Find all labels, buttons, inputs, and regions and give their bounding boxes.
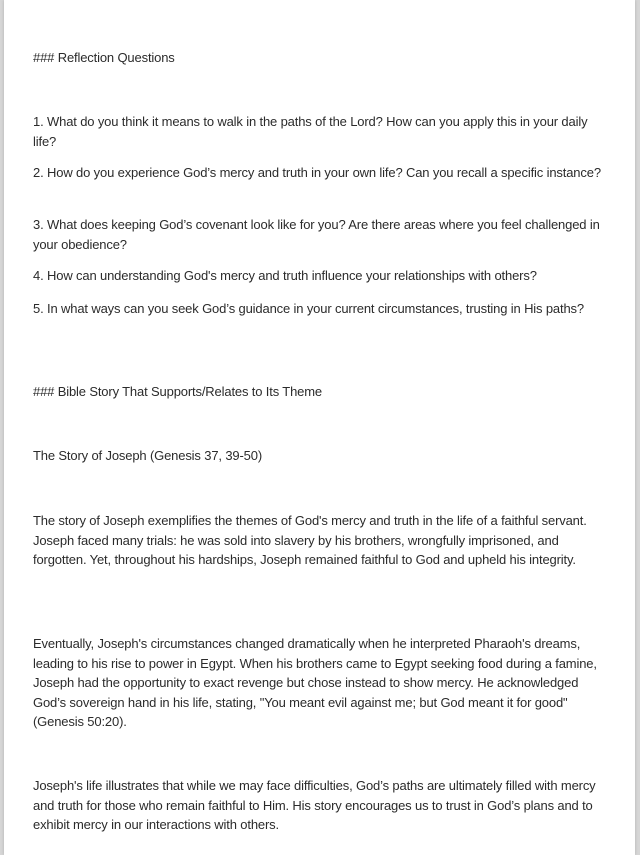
- reflection-question-1: 1. What do you think it means to walk in the paths of the Lord? How can you apply this in your daily life?: [33, 114, 588, 149]
- reflection-question-2: 2. How do you experience God’s mercy and truth in your own life? Can you recall a specific instance?: [33, 165, 601, 180]
- reflection-question-4: 4. How can understanding God's mercy and truth influence your relationships with others?: [33, 268, 537, 283]
- reflection-question-3: 3. What does keeping God’s covenant look like for you? Are there areas where you feel challenged in your obedience?: [33, 217, 600, 252]
- bible-story-paragraph-3: Joseph's life illustrates that while we may face difficulties, God’s paths are ultimately filled with mercy and truth for those who remain faithful to Him. His story encourages us to trust in God’s plans and to exhibit mercy in our interactions with others.: [33, 778, 596, 832]
- bible-story-title: The Story of Joseph (Genesis 37, 39-50): [33, 448, 262, 463]
- bible-story-paragraph-1: The story of Joseph exemplifies the themes of God's mercy and truth in the life of a faithful servant. Joseph faced many trials: he was sold into slavery by his brothers, wrongfully imprisoned, and forgotten. Yet, throughout his hardships, Joseph remained faithful to God and upheld his integrity.: [33, 513, 587, 567]
- reflection-heading: ### Reflection Questions: [33, 50, 175, 65]
- bible-story-paragraph-2: Eventually, Joseph's circumstances changed dramatically when he interpreted Pharaoh's dreams, leading to his rise to power in Egypt. When his brothers came to Egypt seeking food during a famine, Joseph had the opportunity to exact revenge but chose instead to show mercy. He acknowledged God’s sovereign hand in his life, stating, "You meant evil against me; but God meant it for good" (Genesis 50:20).: [33, 636, 597, 729]
- bible-story-heading: ### Bible Story That Supports/Relates to Its Theme: [33, 384, 323, 399]
- document-page: [4, 0, 635, 855]
- reflection-question-5: 5. In what ways can you seek God’s guidance in your current circumstances, trusting in His paths?: [33, 301, 584, 316]
